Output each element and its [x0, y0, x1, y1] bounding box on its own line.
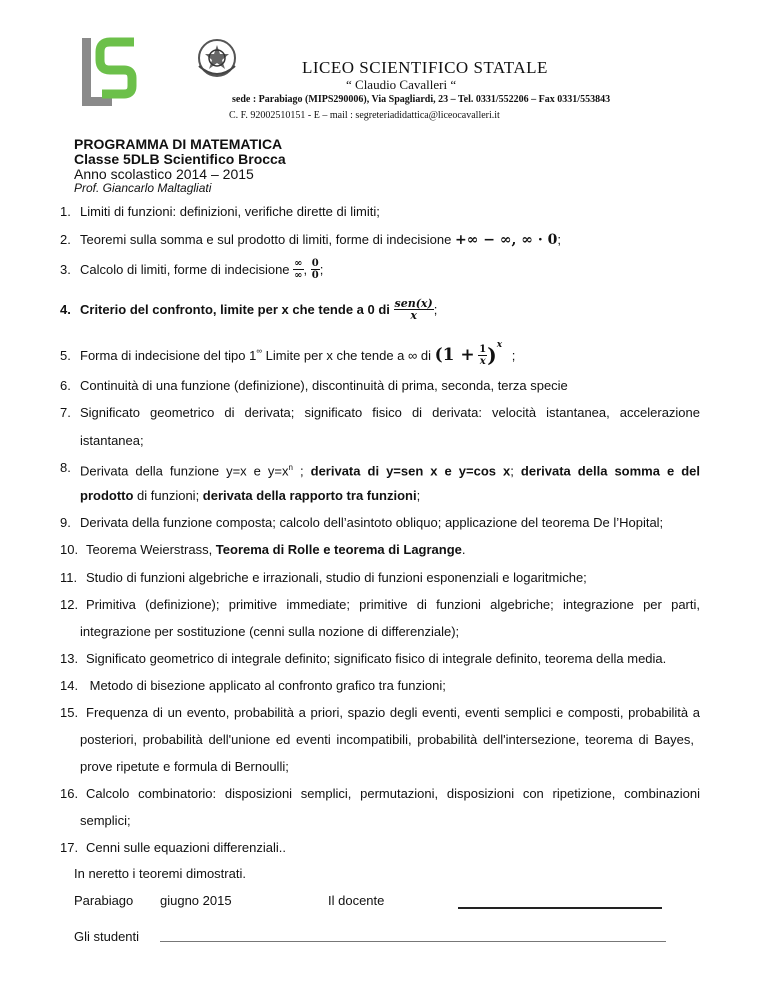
numerator: 0 — [311, 258, 319, 269]
item-text: Teoremi sulla somma e sul prodotto di limiti, forme di indecisione — [80, 232, 452, 247]
item-number: 12. — [60, 597, 79, 612]
denominator: 0 — [311, 270, 319, 281]
text-segment: ; — [416, 488, 421, 503]
item-text: Forma di indecisione del tipo 1 — [80, 348, 257, 364]
text-segment: ; — [292, 463, 311, 479]
item-text: Limiti di funzioni: definizioni, verifiche dirette di limiti; — [80, 204, 380, 219]
list-item — [60, 338, 700, 368]
program-class: Classe 5DLB Scientifico Brocca — [74, 151, 286, 167]
list-item — [60, 258, 700, 284]
list-item — [60, 786, 700, 801]
item-text: Primitiva (definizione); primitive immediate; primitive di funzioni algebriche; integrazione per parti, — [86, 597, 700, 612]
math-expression: (1 + — [434, 345, 475, 366]
item-text: Studio di funzioni algebriche e irrazionali, studio di funzioni esponenziali e logaritmiche; — [86, 570, 587, 585]
bold-segment: prodotto — [80, 488, 134, 503]
item-number: 10. — [60, 542, 79, 557]
school-fiscal-email: C. F. 92002510151 - E – mail : segreteriadidattica@liceocavalleri.it — [229, 110, 500, 121]
list-item — [60, 678, 700, 693]
punctuation: ; — [557, 232, 561, 247]
item-number: 4. — [60, 302, 71, 317]
item-text-continuation — [80, 488, 420, 503]
denominator: x — [410, 309, 417, 322]
item-number: 3. — [60, 262, 71, 277]
math-expression: ) — [487, 343, 497, 368]
bold-segment: derivata di y=sen x e y=cos x — [310, 463, 511, 479]
punctuation: ; — [433, 302, 438, 317]
list-item — [60, 705, 700, 720]
list-item — [60, 405, 700, 420]
punctuation: , — [303, 262, 308, 277]
teacher-signature-line — [458, 907, 662, 909]
exponent: x — [496, 340, 503, 350]
item-text: Significato geometrico di integrale definito; significato fisico di integrale definito, teorema della media. — [86, 651, 667, 666]
list-item — [60, 651, 700, 666]
school-logo — [80, 36, 146, 108]
item-number: 1. — [60, 204, 71, 219]
list-item — [60, 597, 700, 612]
list-item — [60, 840, 700, 855]
numerator: sen(x) — [394, 297, 433, 310]
list-item — [60, 298, 700, 326]
list-item — [60, 570, 700, 585]
item-number: 5. — [60, 348, 71, 364]
bold-segment: derivata della rapporto tra funzioni — [202, 488, 417, 503]
item-text: Derivata della funzione composta; calcolo dell’asintoto obliquo; applicazione del teorema De l’Hopital; — [80, 515, 664, 530]
fraction-zero-zero — [311, 258, 320, 281]
superscript: n — [288, 463, 293, 472]
item-number: 9. — [60, 515, 71, 530]
item-text: Cenni sulle equazioni differenziali.. — [86, 840, 286, 855]
numerator: ∞ — [294, 258, 303, 269]
item-text-continuation: prove ripetute e formula di Bernoulli; — [80, 759, 289, 774]
item-text-continuation: istantanea; — [80, 433, 144, 448]
item-number: 14. — [60, 678, 79, 693]
list-item — [60, 542, 700, 557]
school-address: sede : Parabiago (MIPS290006), Via Spagliardi, 23 – Tel. 0331/552206 – Fax 0331/553843 — [232, 94, 611, 105]
text-segment: ; — [510, 463, 521, 479]
bold-segment: Teorema di Rolle e teorema di Lagrange — [215, 542, 462, 557]
signature-date: giugno 2015 — [160, 893, 232, 908]
text-segment: Derivata della funzione y=x e y=x — [80, 463, 289, 479]
item-number: 11. — [60, 570, 78, 585]
program-title: PROGRAMMA DI MATEMATICA — [74, 136, 283, 152]
item-number: 2. — [60, 232, 71, 247]
text-segment: di funzioni; — [133, 488, 203, 503]
item-text: Continuità di una funzione (definizione), discontinuità di prima, seconda, terza specie — [80, 378, 568, 393]
signature-place: Parabiago — [74, 893, 134, 908]
item-number: 6. — [60, 378, 71, 393]
item-number: 15. — [60, 705, 79, 720]
math-expression: +∞ − ∞, ∞ · 0 — [455, 232, 558, 248]
item-text: Metodo di bisezione applicato al confronto grafico tra funzioni; — [86, 678, 446, 693]
list-item — [60, 378, 700, 393]
fraction-sen-x — [394, 298, 434, 321]
item-text: Significato geometrico di derivata; significato fisico di derivata: velocità istantanea, accelerazione — [80, 405, 700, 420]
list-item — [60, 515, 700, 530]
item-text: Calcolo di limiti, forme di indecisione — [80, 262, 290, 277]
denominator: ∞ — [294, 270, 303, 281]
school-name-heading: LICEO SCIENTIFICO STATALE — [302, 58, 548, 77]
item-number: 7. — [60, 405, 71, 420]
text-segment: Teorema Weierstrass, — [86, 542, 216, 557]
item-number: 17. — [60, 840, 79, 855]
punctuation: ; — [319, 262, 324, 277]
teacher-label: Il docente — [328, 893, 385, 908]
list-item — [60, 460, 700, 478]
bold-segment: derivata della somma e del — [520, 463, 701, 479]
item-text: Calcolo combinatorio: disposizioni semplici, permutazioni, disposizioni con ripetizione, combinazioni — [86, 786, 700, 801]
bold-note: In neretto i teoremi dimostrati. — [74, 866, 246, 881]
item-text-continuation: integrazione per sostituzione (cenni sulla nozione di differenziale); — [80, 624, 460, 639]
list-item — [60, 204, 700, 219]
text-segment: . — [461, 542, 466, 557]
item-text — [80, 460, 700, 478]
program-year: Anno scolastico 2014 – 2015 — [74, 166, 254, 182]
punctuation: ; — [511, 348, 516, 364]
superscript: ∞ — [256, 346, 263, 356]
item-number: 13. — [60, 651, 79, 666]
program-teacher: Prof. Giancarlo Maltagliati — [74, 181, 212, 195]
item-text: Frequenza di un evento, probabilità a priori, spazio degli eventi, eventi semplici e composti, probabilità a — [86, 705, 700, 720]
fraction-one-x — [478, 344, 487, 367]
fraction-inf-inf — [293, 258, 303, 281]
list-item — [60, 232, 700, 248]
republic-emblem — [192, 36, 242, 82]
students-label: Gli studenti — [74, 929, 140, 944]
item-text: Criterio del confronto, limite per x che tende a 0 di — [80, 302, 390, 317]
item-number: 16. — [60, 786, 79, 801]
denominator: x — [479, 356, 486, 368]
school-dedication: “ Claudio Cavalleri “ — [346, 77, 457, 92]
item-text: Limite per x che tende a ∞ di — [262, 348, 431, 364]
item-number: 8. — [60, 460, 71, 475]
numerator: 1 — [479, 344, 487, 356]
item-text-continuation: posteriori, probabilità dell'unione ed eventi incompatibili, probabilità dell'intersezione, teorema di Bayes, — [80, 732, 694, 747]
students-signature-line — [160, 941, 666, 942]
item-text-continuation: semplici; — [80, 813, 131, 828]
